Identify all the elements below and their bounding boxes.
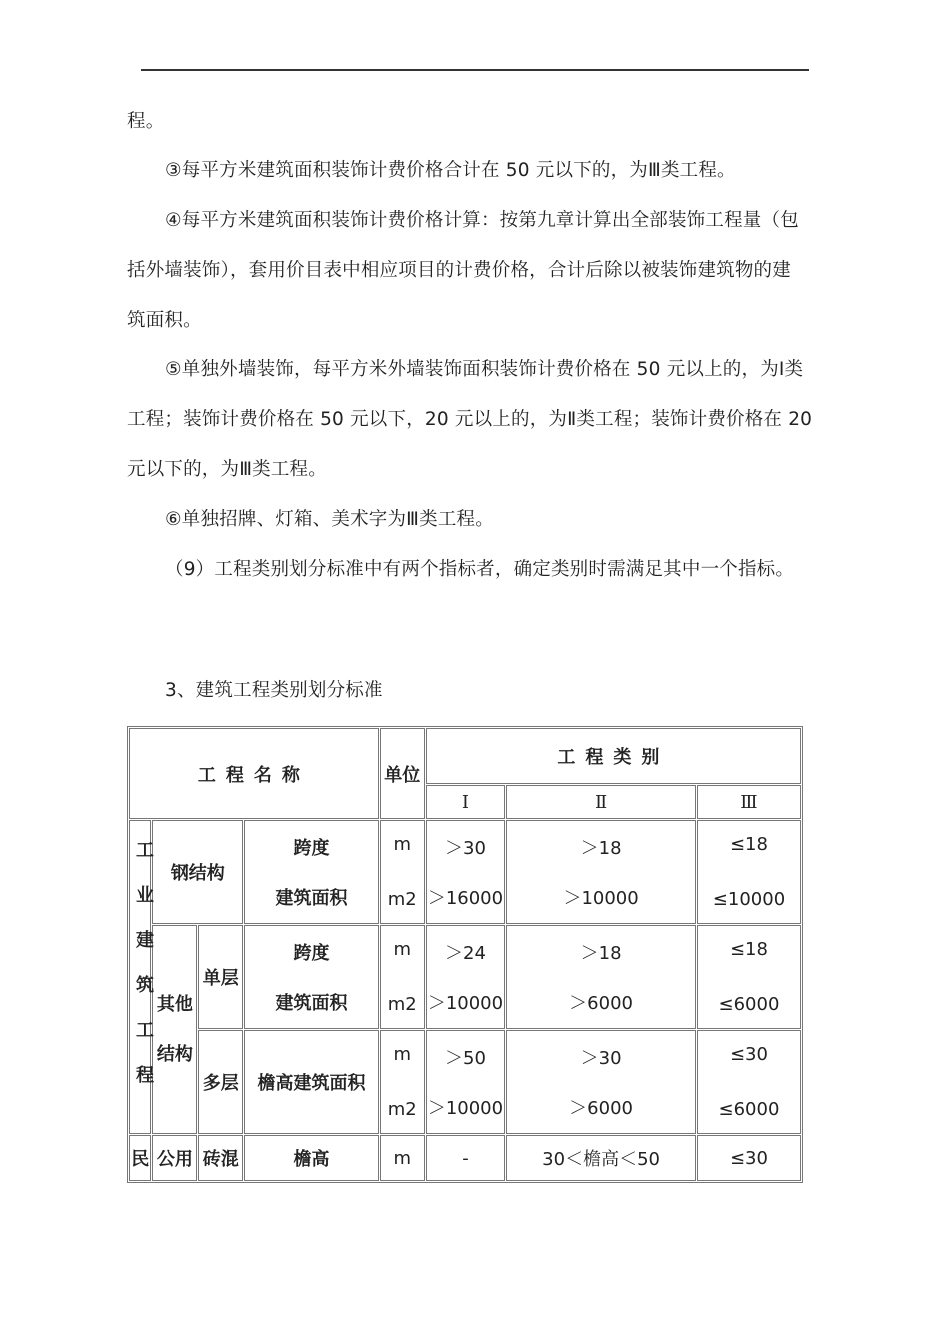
multi-class-2: ＞30 ＞6000 bbox=[506, 1030, 696, 1134]
civil-class-2: 30＜檐高＜50 bbox=[506, 1135, 696, 1181]
header-project-name: 工程名称 bbox=[129, 728, 379, 819]
text-line: 程。 bbox=[127, 111, 165, 132]
text-line: ⑤单独外墙装饰，每平方米外墙装饰面积装饰计费价格在 50 元以上的，为Ⅰ类 bbox=[165, 359, 804, 380]
steel-units: m m2 bbox=[380, 820, 425, 924]
steel-metrics: 跨度 建筑面积 bbox=[244, 820, 379, 924]
header-class-3: Ⅲ bbox=[697, 785, 801, 819]
civil-public: 公用 bbox=[152, 1135, 197, 1181]
civil-metric: 檐高 bbox=[244, 1135, 379, 1181]
multi-class-3: ≤30 ≤6000 bbox=[697, 1030, 801, 1134]
single-metrics: 跨度 建筑面积 bbox=[244, 925, 379, 1029]
other-structure: 其他结构 bbox=[152, 925, 197, 1134]
text-line: ④每平方米建筑面积装饰计费价格计算：按第九章计算出全部装饰工程量（包 bbox=[165, 210, 799, 231]
text-line: ③每平方米建筑面积装饰计费价格合计在 50 元以下的，为Ⅲ类工程。 bbox=[165, 160, 736, 181]
multi-metric: 檐高建筑面积 bbox=[244, 1030, 379, 1134]
header-category: 工程类别 bbox=[426, 728, 801, 784]
single-storey: 单层 bbox=[198, 925, 243, 1029]
industrial-label: 工业建筑工程 bbox=[129, 820, 151, 1134]
header-class-2: Ⅱ bbox=[506, 785, 696, 819]
text-line: 筑面积。 bbox=[127, 310, 202, 331]
text-line: （9）工程类别划分标准中有两个指标者，确定类别时需满足其中一个指标。 bbox=[165, 559, 795, 580]
classification-table bbox=[127, 726, 803, 1183]
text-line: 括外墙装饰），套用价目表中相应项目的计费价格，合计后除以被装饰建筑物的建 bbox=[127, 260, 791, 281]
text-line: 工程；装饰计费价格在 50 元以下，20 元以上的，为Ⅱ类工程；装饰计费价格在 20 bbox=[127, 409, 813, 430]
steel-structure: 钢结构 bbox=[152, 820, 243, 924]
header-class-1: Ⅰ bbox=[426, 785, 506, 819]
civil-label: 民 bbox=[129, 1135, 151, 1181]
single-units: m m2 bbox=[380, 925, 425, 1029]
civil-brick-concrete: 砖混 bbox=[198, 1135, 243, 1181]
steel-class-3: ≤18 ≤10000 bbox=[697, 820, 801, 924]
single-class-1: ＞24 ＞10000 bbox=[426, 925, 506, 1029]
text-line: ⑥单独招牌、灯箱、美术字为Ⅲ类工程。 bbox=[165, 509, 494, 530]
civil-unit: m bbox=[380, 1135, 425, 1181]
steel-class-1: ＞30 ＞16000 bbox=[426, 820, 506, 924]
header-rule bbox=[141, 69, 809, 71]
single-class-2: ＞18 ＞6000 bbox=[506, 925, 696, 1029]
steel-class-2: ＞18 ＞10000 bbox=[506, 820, 696, 924]
section-title: 3、建筑工程类别划分标准 bbox=[165, 680, 383, 701]
multi-units: m m2 bbox=[380, 1030, 425, 1134]
multi-class-1: ＞50 ＞10000 bbox=[426, 1030, 506, 1134]
header-unit: 单位 bbox=[380, 728, 425, 819]
multi-storey: 多层 bbox=[198, 1030, 243, 1134]
text-line: 元以下的，为Ⅲ类工程。 bbox=[127, 459, 327, 480]
civil-class-1: - bbox=[426, 1135, 506, 1181]
single-class-3: ≤18 ≤6000 bbox=[697, 925, 801, 1029]
civil-class-3: ≤30 bbox=[697, 1135, 801, 1181]
